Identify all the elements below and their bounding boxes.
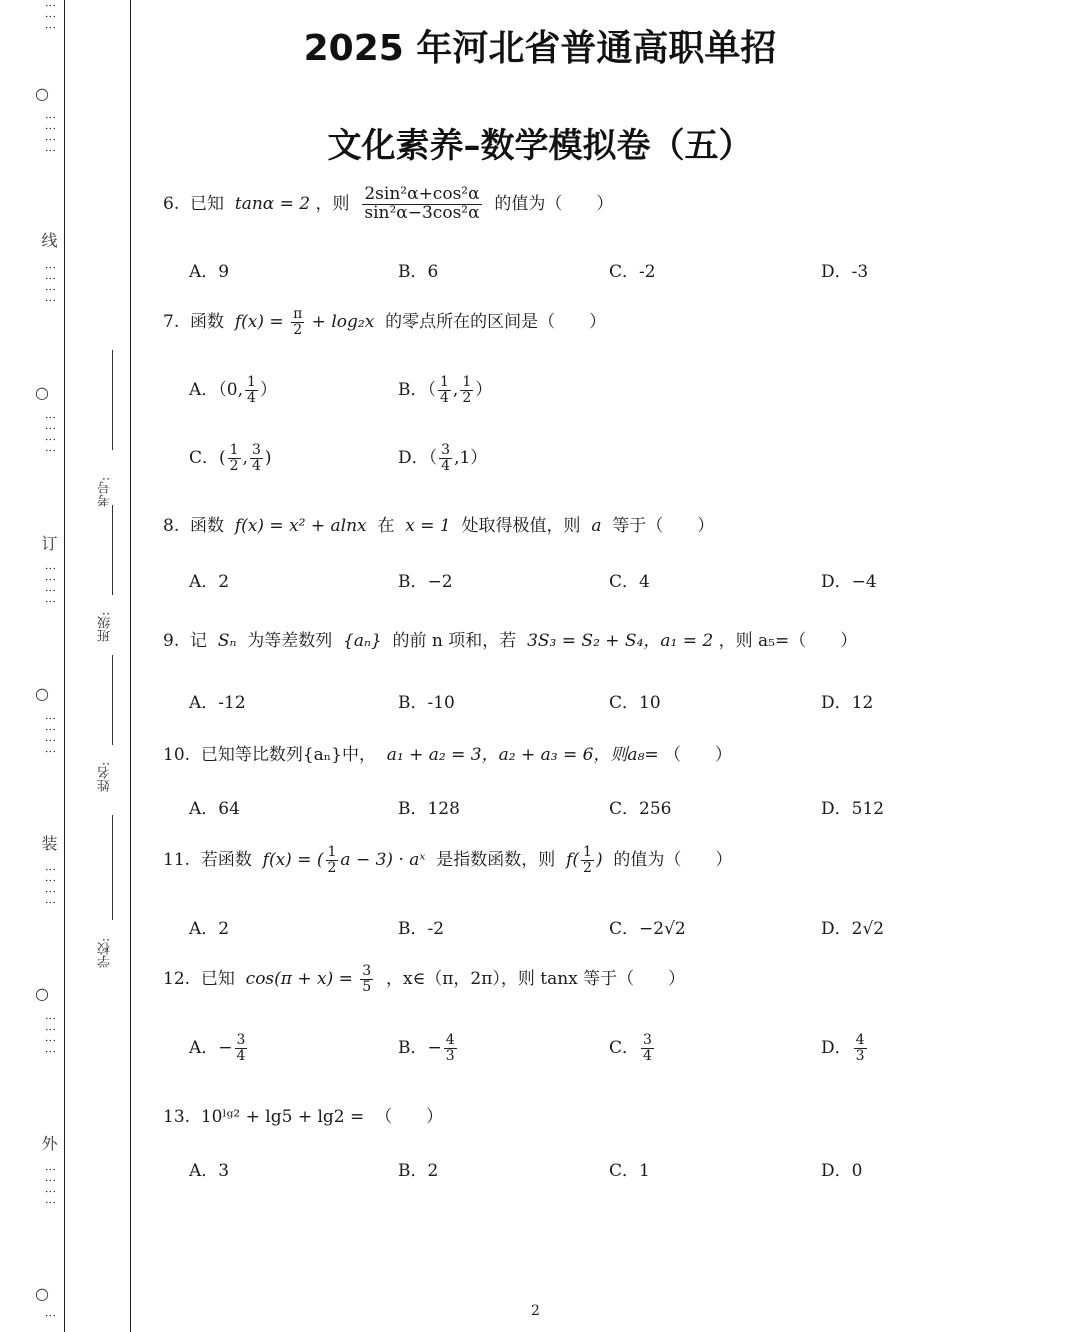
q12-option-a[interactable]: A．− $\frac{3}{4}$ xyxy=(189,1032,246,1064)
q9-option-b[interactable]: B．-10 xyxy=(398,693,455,713)
q13-option-d[interactable]: D．0 xyxy=(821,1161,863,1181)
q12-option-c[interactable]: C． $\frac{3}{4}$ xyxy=(609,1032,652,1064)
q10-option-a[interactable]: A．64 xyxy=(189,799,240,819)
q11-option-c[interactable]: C．−2√2 xyxy=(609,919,686,939)
q8-option-c[interactable]: C．4 xyxy=(609,572,650,592)
question-6: 6. 已知 tanα = 2 ，则 $\frac{\text{2sin²α+cos²α}}{\text{sin²α−3cos²α}}$ 的值为（ ） xyxy=(163,184,614,223)
binding-margin: ⋮⋮⋮ ○ ⋮⋮⋮⋮ 线 ⋮⋮⋮⋮ ○ ⋮⋮⋮⋮ 订 ⋮⋮⋮⋮ ○ ⋮⋮⋮⋮ 装 ⋮⋮⋮⋮ ○ ⋮⋮⋮⋮ 外 ⋮⋮⋮⋮ ○ ⋮ 考号: 班级: 姓名: 学校: xyxy=(0,0,132,1332)
q6-option-d[interactable]: D．-3 xyxy=(821,262,869,282)
q10-option-b[interactable]: B．128 xyxy=(398,799,460,819)
q13-option-b[interactable]: B．2 xyxy=(398,1161,439,1181)
q8-option-d[interactable]: D．−4 xyxy=(821,572,877,592)
question-10: 10. 已知等比数列{aₙ}中， a₁ + a₂ = 3，a₂ + a₃ = 6，则a₈= （ ） xyxy=(163,745,733,765)
q12-option-b[interactable]: B．− $\frac{4}{3}$ xyxy=(398,1032,455,1064)
q6-option-b[interactable]: B．6 xyxy=(398,262,439,282)
q9-option-d[interactable]: D．12 xyxy=(821,693,874,713)
seal-circle-icon: ○ xyxy=(35,383,49,402)
question-12: 12. 已知 cos(π + x) = $\frac{3}{5}$ ，x∈（π，2π），则 tanx 等于（ ） xyxy=(163,963,686,995)
q7-option-a[interactable]: A．（0, $\frac{1}{4}$ ） xyxy=(189,374,277,406)
seal-column: ⋮⋮⋮ ○ ⋮⋮⋮⋮ 线 ⋮⋮⋮⋮ ○ ⋮⋮⋮⋮ 订 ⋮⋮⋮⋮ ○ ⋮⋮⋮⋮ 装 ⋮⋮⋮⋮ ○ ⋮⋮⋮⋮ 外 ⋮⋮⋮⋮ ○ ⋮ xyxy=(28,0,56,1332)
question-8: 8. 函数 f(x) = x² + alnx 在 x = 1 处取得极值，则 a 等于（ ） xyxy=(163,516,715,536)
q10-option-c[interactable]: C．256 xyxy=(609,799,672,819)
question-13: 13. 10ˡᵍ² + lg5 + lg2 = （ ） xyxy=(163,1107,444,1127)
q11-option-a[interactable]: A．2 xyxy=(189,919,230,939)
q6-option-c[interactable]: C．-2 xyxy=(609,262,656,282)
seal-circle-icon: ○ xyxy=(35,984,49,1003)
question-7: 7. 函数 f(x) = $\frac{\pi}{2}$ + log₂x 的零点所在的区间是（ ） xyxy=(163,306,607,338)
seal-circle-icon: ○ xyxy=(35,84,49,103)
seal-circle-icon: ○ xyxy=(35,684,49,703)
q8-option-b[interactable]: B．−2 xyxy=(398,572,453,592)
q10-option-d[interactable]: D．512 xyxy=(821,799,885,819)
page-title: 2025 年河北省普通高职单招 xyxy=(303,28,777,69)
seal-char-xian: 线 xyxy=(39,232,58,248)
page-subtitle: 文化素养–数学模拟卷（五） xyxy=(327,126,753,166)
q9-option-c[interactable]: C．10 xyxy=(609,693,661,713)
q13-option-a[interactable]: A．3 xyxy=(189,1161,230,1181)
q6-option-a[interactable]: A．9 xyxy=(189,262,230,282)
page-number: 2 xyxy=(531,1303,540,1319)
binding-line-outer xyxy=(130,0,131,1332)
q8-option-a[interactable]: A．2 xyxy=(189,572,230,592)
seal-circle-icon: ○ xyxy=(35,1284,49,1303)
q7-option-c[interactable]: C．( $\frac{1}{2}$ , $\frac{3}{4}$ ) xyxy=(189,442,272,474)
binding-line-inner xyxy=(64,0,65,1332)
q11-option-b[interactable]: B．-2 xyxy=(398,919,445,939)
seal-char-zhuang: 装 xyxy=(39,835,58,851)
q7-option-d[interactable]: D．（ $\frac{3}{4}$ ,1） xyxy=(398,442,488,474)
q11-option-d[interactable]: D．2√2 xyxy=(821,919,885,939)
question-9: 9. 记 Sₙ 为等差数列 {aₙ} 的前 n 项和，若 3S₃ = S₂ + S₄，a₁ = 2 ，则 a₅=（ ） xyxy=(163,631,858,651)
question-11: 11. 若函数 f(x) = ( $\frac{1}{2}$ a − 3) · aˣ 是指数函数，则 f( $\frac{1}{2}$ ) 的值为（ ） xyxy=(163,844,733,876)
q9-option-a[interactable]: A．-12 xyxy=(189,693,246,713)
seal-char-wai: 外 xyxy=(39,1135,58,1151)
q13-option-c[interactable]: C．1 xyxy=(609,1161,650,1181)
q12-option-d[interactable]: D． $\frac{4}{3}$ xyxy=(821,1032,865,1064)
seal-char-ding: 订 xyxy=(39,535,58,551)
q7-option-b[interactable]: B．（ $\frac{1}{4}$ , $\frac{1}{2}$ ） xyxy=(398,374,493,406)
